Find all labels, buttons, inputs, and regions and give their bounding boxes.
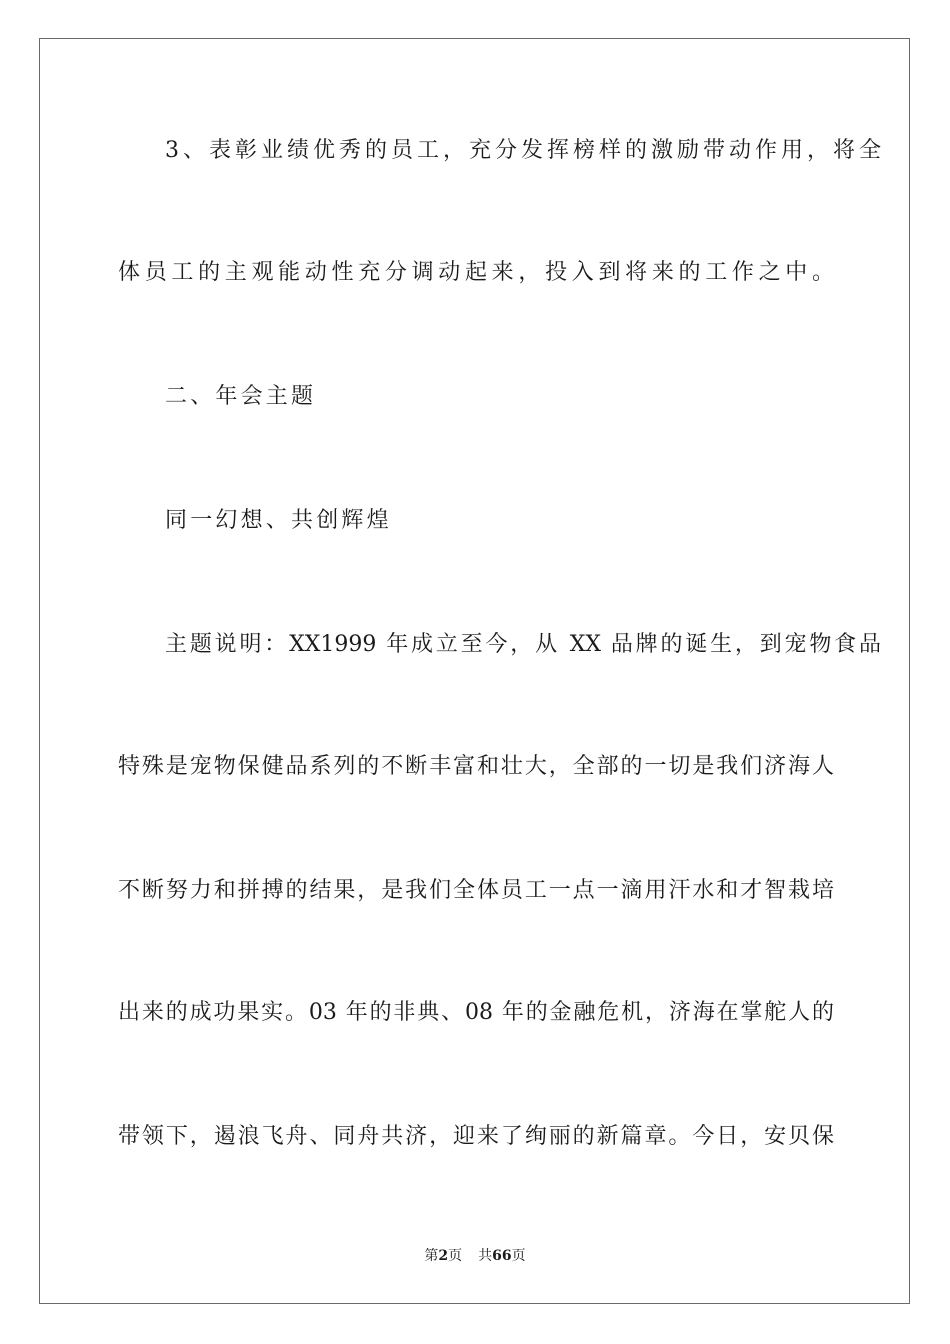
page-footer [0,1247,950,1265]
footer-page-number: 2 [438,1248,449,1264]
paragraph-line-7: 带领下，遏浪飞舟、同舟共济，迎来了绚丽的新篇章。今日，安贝保 [118,1124,834,1149]
footer-page-suffix: 页 [448,1248,463,1264]
section-heading: 二、年会主题 [165,384,317,409]
paragraph-line-2: 体员工的主观能动性充分调动起来，投入到将来的工作之中。 [118,260,834,285]
paragraph-line-6: 出来的成功果实。03 年的非典、08 年的金融危机，济海在掌舵人的 [118,1000,834,1025]
footer-page-prefix: 第 [424,1248,439,1264]
footer-total-pages: 66 [492,1248,512,1264]
paragraph-line-4: 特殊是宠物保健品系列的不断丰富和壮大，全部的一切是我们济海人 [118,754,834,779]
paragraph-line-5: 不断努力和拼搏的结果，是我们全体员工一点一滴用汗水和才智栽培 [118,878,834,903]
theme-title: 同一幻想、共创辉煌 [165,508,392,533]
footer-total-suffix: 页 [511,1248,526,1264]
page-border [39,38,910,1304]
paragraph-line-3: 主题说明：XX1999 年成立至今，从 XX 品牌的诞生，到宠物食品 [165,632,881,657]
footer-total-prefix: 共 [478,1248,493,1264]
paragraph-line-1: 3、表彰业绩优秀的员工，充分发挥榜样的激励带动作用，将全 [165,138,881,163]
